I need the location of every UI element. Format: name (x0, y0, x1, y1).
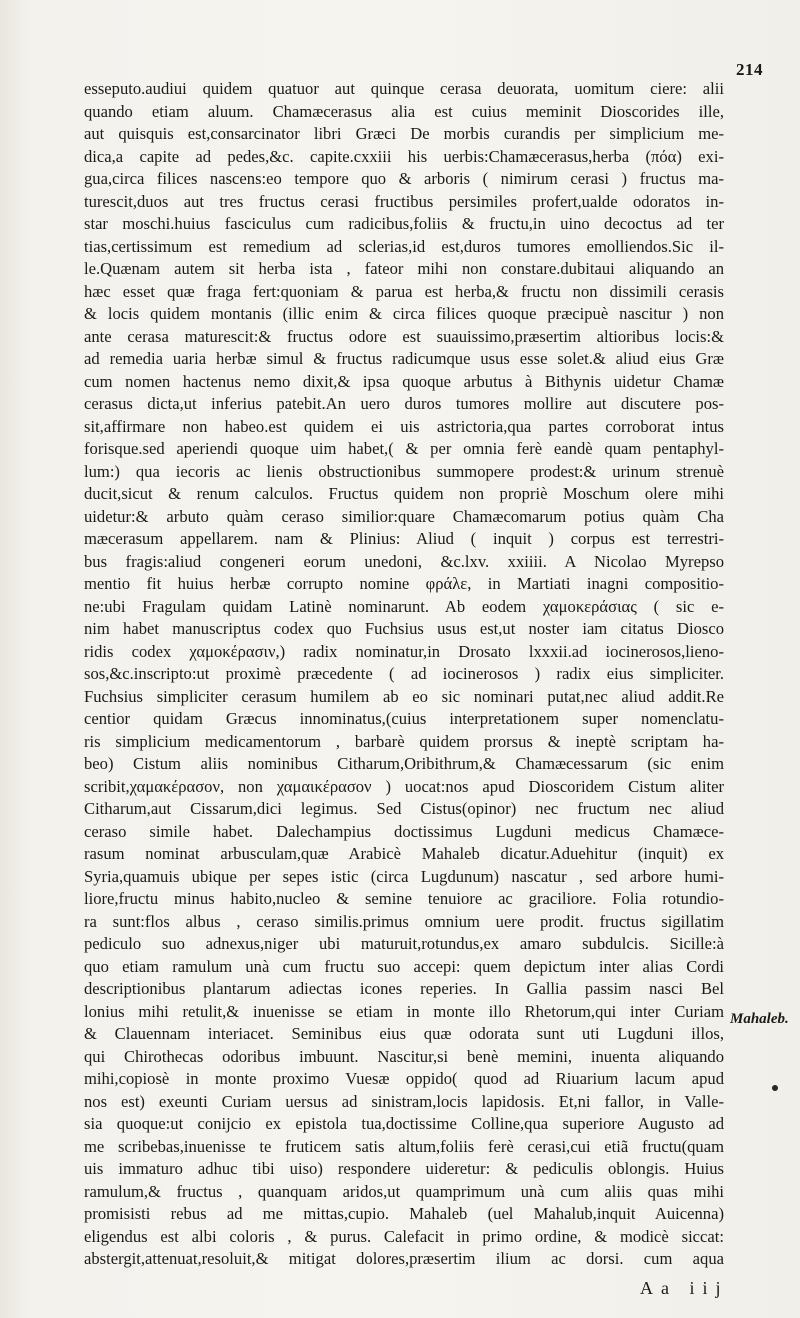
text-line: ramulum,& fructus , quanquam aridos,ut quamprimum unà cum aliis quas mihi (84, 1181, 724, 1201)
text-line: sos,&c.inscripto:ut proximè præcedente ( ad iocinerosos ) radix eius simpliciter. (84, 664, 724, 683)
text-line: nim habet manuscriptus codex quo Fuchsius usus est,ut noster iam citatus Diosco (84, 619, 724, 638)
text-line: rasum nominat arbusculam,quæ Arabicè Mahaleb dicatur.Aduehitur (inquit) ex (84, 844, 724, 863)
text-line: ante cerasa maturescit:& fructus odore est suauissimo,præsertim altioribus locis:& (84, 326, 724, 346)
text-line: & Clauennam interiacet. Seminibus eius quæ odorata sunt uti Lugduni illos, (84, 1024, 724, 1043)
text-line: ceraso simile habet. Dalechampius doctissimus Lugduni medicus Chamæce- (84, 821, 724, 841)
text-line: mæcerasum appellarem. nam & Plinius: Aliud ( inquit ) corpus est terrestri- (84, 529, 724, 548)
text-line: uis immaturo adhuc tibi uiso) respondere uideretur: & pediculis oblongis. Huius (84, 1159, 724, 1178)
text-line: gua,circa filices nascens:eo tempore quo & arboris ( nimirum cerasi ) fructus ma- (84, 169, 724, 188)
text-line: promisisti rebus ad me mittas,cupio. Mahaleb (uel Mahalub,inquit Auicenna) (84, 1204, 724, 1223)
text-line: & locis quidem montanis (illic enim & circa filices quoque præcipuè nascitur ) non (84, 304, 724, 323)
text-line: ra sunt:flos albus , ceraso similis.primus omnium uere prodit. fructus sigillatim (84, 911, 724, 931)
signature-mark: Aa iij (640, 1278, 729, 1298)
text-line: cum nomen hactenus nemo dixit,& ipsa quoque arbutus à Bithynis uidetur Chamæ (84, 371, 724, 391)
text-line: descriptionibus plantarum adiectas icones reperies. In Gallia passim nasci Bel (84, 979, 724, 998)
text-line: ris simplicium medicamentorum , barbarè quidem prorsus & ineptè scriptam ha- (84, 731, 724, 751)
text-line: uidetur:& arbuto quàm ceraso similior:quare Chamæcomarum potius quàm Cha (84, 506, 724, 526)
text-line: liore,fructu minus habito,nucleo & semine tenuiore ac graciliore. Folia rotundio- (84, 889, 724, 908)
body-text (84, 78, 724, 1293)
text-line: forisque.sed aperiendi quoque uim habet,( & per omnia ferè eandè quam pentaphyl- (84, 439, 724, 458)
text-line: lonius mihi retulit,& inuenisse se etiam in monte illo Rhetorum,qui inter Curiam (84, 1001, 724, 1021)
text-line: sit,affirmare non habeo.est quidem ei uis astrictoria,qua partes corroborat intus (84, 416, 724, 436)
text-line: scribit,χαμακέρασον, non χαμαικέρασον ) uocat:nos apud Dioscoridem Cistum aliter (84, 776, 724, 796)
text-line: qui Chirothecas odoribus imbuunt. Nascitur,si benè memini, inuenta aliquando (84, 1046, 724, 1066)
text-line: Citharum,aut Cissarum,dici legimus. Sed Cistus(opinor) nec fructum nec aliud (84, 799, 724, 818)
text-line: tias,certissimum est remedium ad sclerias,id est,duros tumores emolliendos.Sic il- (84, 236, 724, 256)
text-line: sia quoque:ut conijcio ex epistola tua,doctissime Colline,qua superiore Augusto ad (84, 1114, 724, 1133)
text-line: pediculo suo adnexus,niger ubi maturuit,rotundus,ex amaro subdulcis. Sicille:à (84, 934, 724, 953)
text-line (84, 1271, 724, 1294)
text-line: nos est) exeunti Curiam uersus ad sinistram,locis lapidosis. Et,ni fallor, in Valle- (84, 1091, 724, 1111)
text-line: aut quisquis est,consarcinator libri Græci De morbis curandis per simplicium me- (84, 124, 724, 143)
text-line: abstergit,attenuat,resoluit,& mitigat dolores,præsertim ilium ac dorsi. cum aqua (84, 1249, 724, 1268)
text-line: ridis codex χαμοκέρασιν,) radix nominatur,in Drosato lxxxii.ad iocinerosos,lieno- (84, 641, 724, 661)
text-line: Fuchsius simpliciter cerasum humilem ab eo sic nominari putat,nec aliud addit.Re (84, 686, 724, 706)
text-line: quando etiam aluum. Chamæcerasus alia est cuius meminit Dioscorides ille, (84, 101, 724, 121)
text-line: ne:ubi Fragulam quidam Latinè nominarunt. Ab eodem χαμοκεράσιας ( sic e- (84, 596, 724, 616)
text-line: hæc esset quæ fraga fert:quoniam & parua est herba,& fructu non dissimili cerasis (84, 281, 724, 301)
page-number: 214 (736, 60, 763, 79)
text-line: eligendus est albi coloris , & purus. Calefacit in primo ordine, & modicè siccat: (84, 1226, 724, 1246)
text-line: me scribebas,inuenisse te fruticem satis altum,foliis ferè cerasi,cui etiã fructu(quam (84, 1136, 724, 1156)
text-line: lum:) qua iecoris ac lienis obstructionibus summopere prodest:& urinum strenuè (84, 461, 724, 481)
text-line: quo etiam ramulum unà cum fructu suo accepi: quem depictum inter alias Cordi (84, 956, 724, 976)
text-line: dica,a capite ad pedes,&c. capite.cxxiii his uerbis:Chamæcerasus,herba (πόα) exi- (84, 146, 724, 166)
text-line: Syria,quamuis ubique per sepes istic (circa Lugdunum) nascatur , sed arbore humi- (84, 866, 724, 886)
text-line: beo) Cistum aliis nominibus Citharum,Oribithrum,& Chamæcessarum (sic enim (84, 754, 724, 773)
text-line: cerasus dicta,ut inferius patebit.An uero duros tumores mollire aut discutere pos- (84, 394, 724, 413)
text-line: bus fragis:aliud congeneri eorum unedoni, &c.lxv. xxiiii. A Nicolao Myrepso (84, 551, 724, 571)
text-line: centior quidam Græcus innominatus,(cuius interpretationem super nomenclatu- (84, 709, 724, 728)
text-line: turescit,duos aut tres fructus cerasi fructibus persimiles profert,ualde odoratos in- (84, 191, 724, 211)
text-line: ducit,sicut & renum calculos. Fructus quidem non propriè Moschum olere mihi (84, 484, 724, 503)
text-line: esseputo.audiui quidem quatuor aut quinque cerasa deuorata, uomitum ciere: alii (84, 79, 724, 98)
text-line: ad remedia uaria herbæ simul & fructus radicumque usus esse solet.& aliud eius Græ (84, 349, 724, 368)
text-line: mihi,copiosè in monte proximo Vuesæ oppido( quod ad Riuarium lacum apud (84, 1069, 724, 1088)
margin-mark (772, 1085, 778, 1091)
text-line: star moschi.huius fasciculus cum radicibus,foliis & fructu,in uino decoctus ad ter (84, 214, 724, 233)
text-line: le.Quænam autem sit herba ista , fateor mihi non constare.dubitaui aliquando an (84, 259, 724, 278)
marginal-note: Mahaleb. (730, 1011, 789, 1027)
text-line: mentio fit huius herbæ corrupto nomine φράλε, in Martiati inagni compositio- (84, 574, 724, 593)
